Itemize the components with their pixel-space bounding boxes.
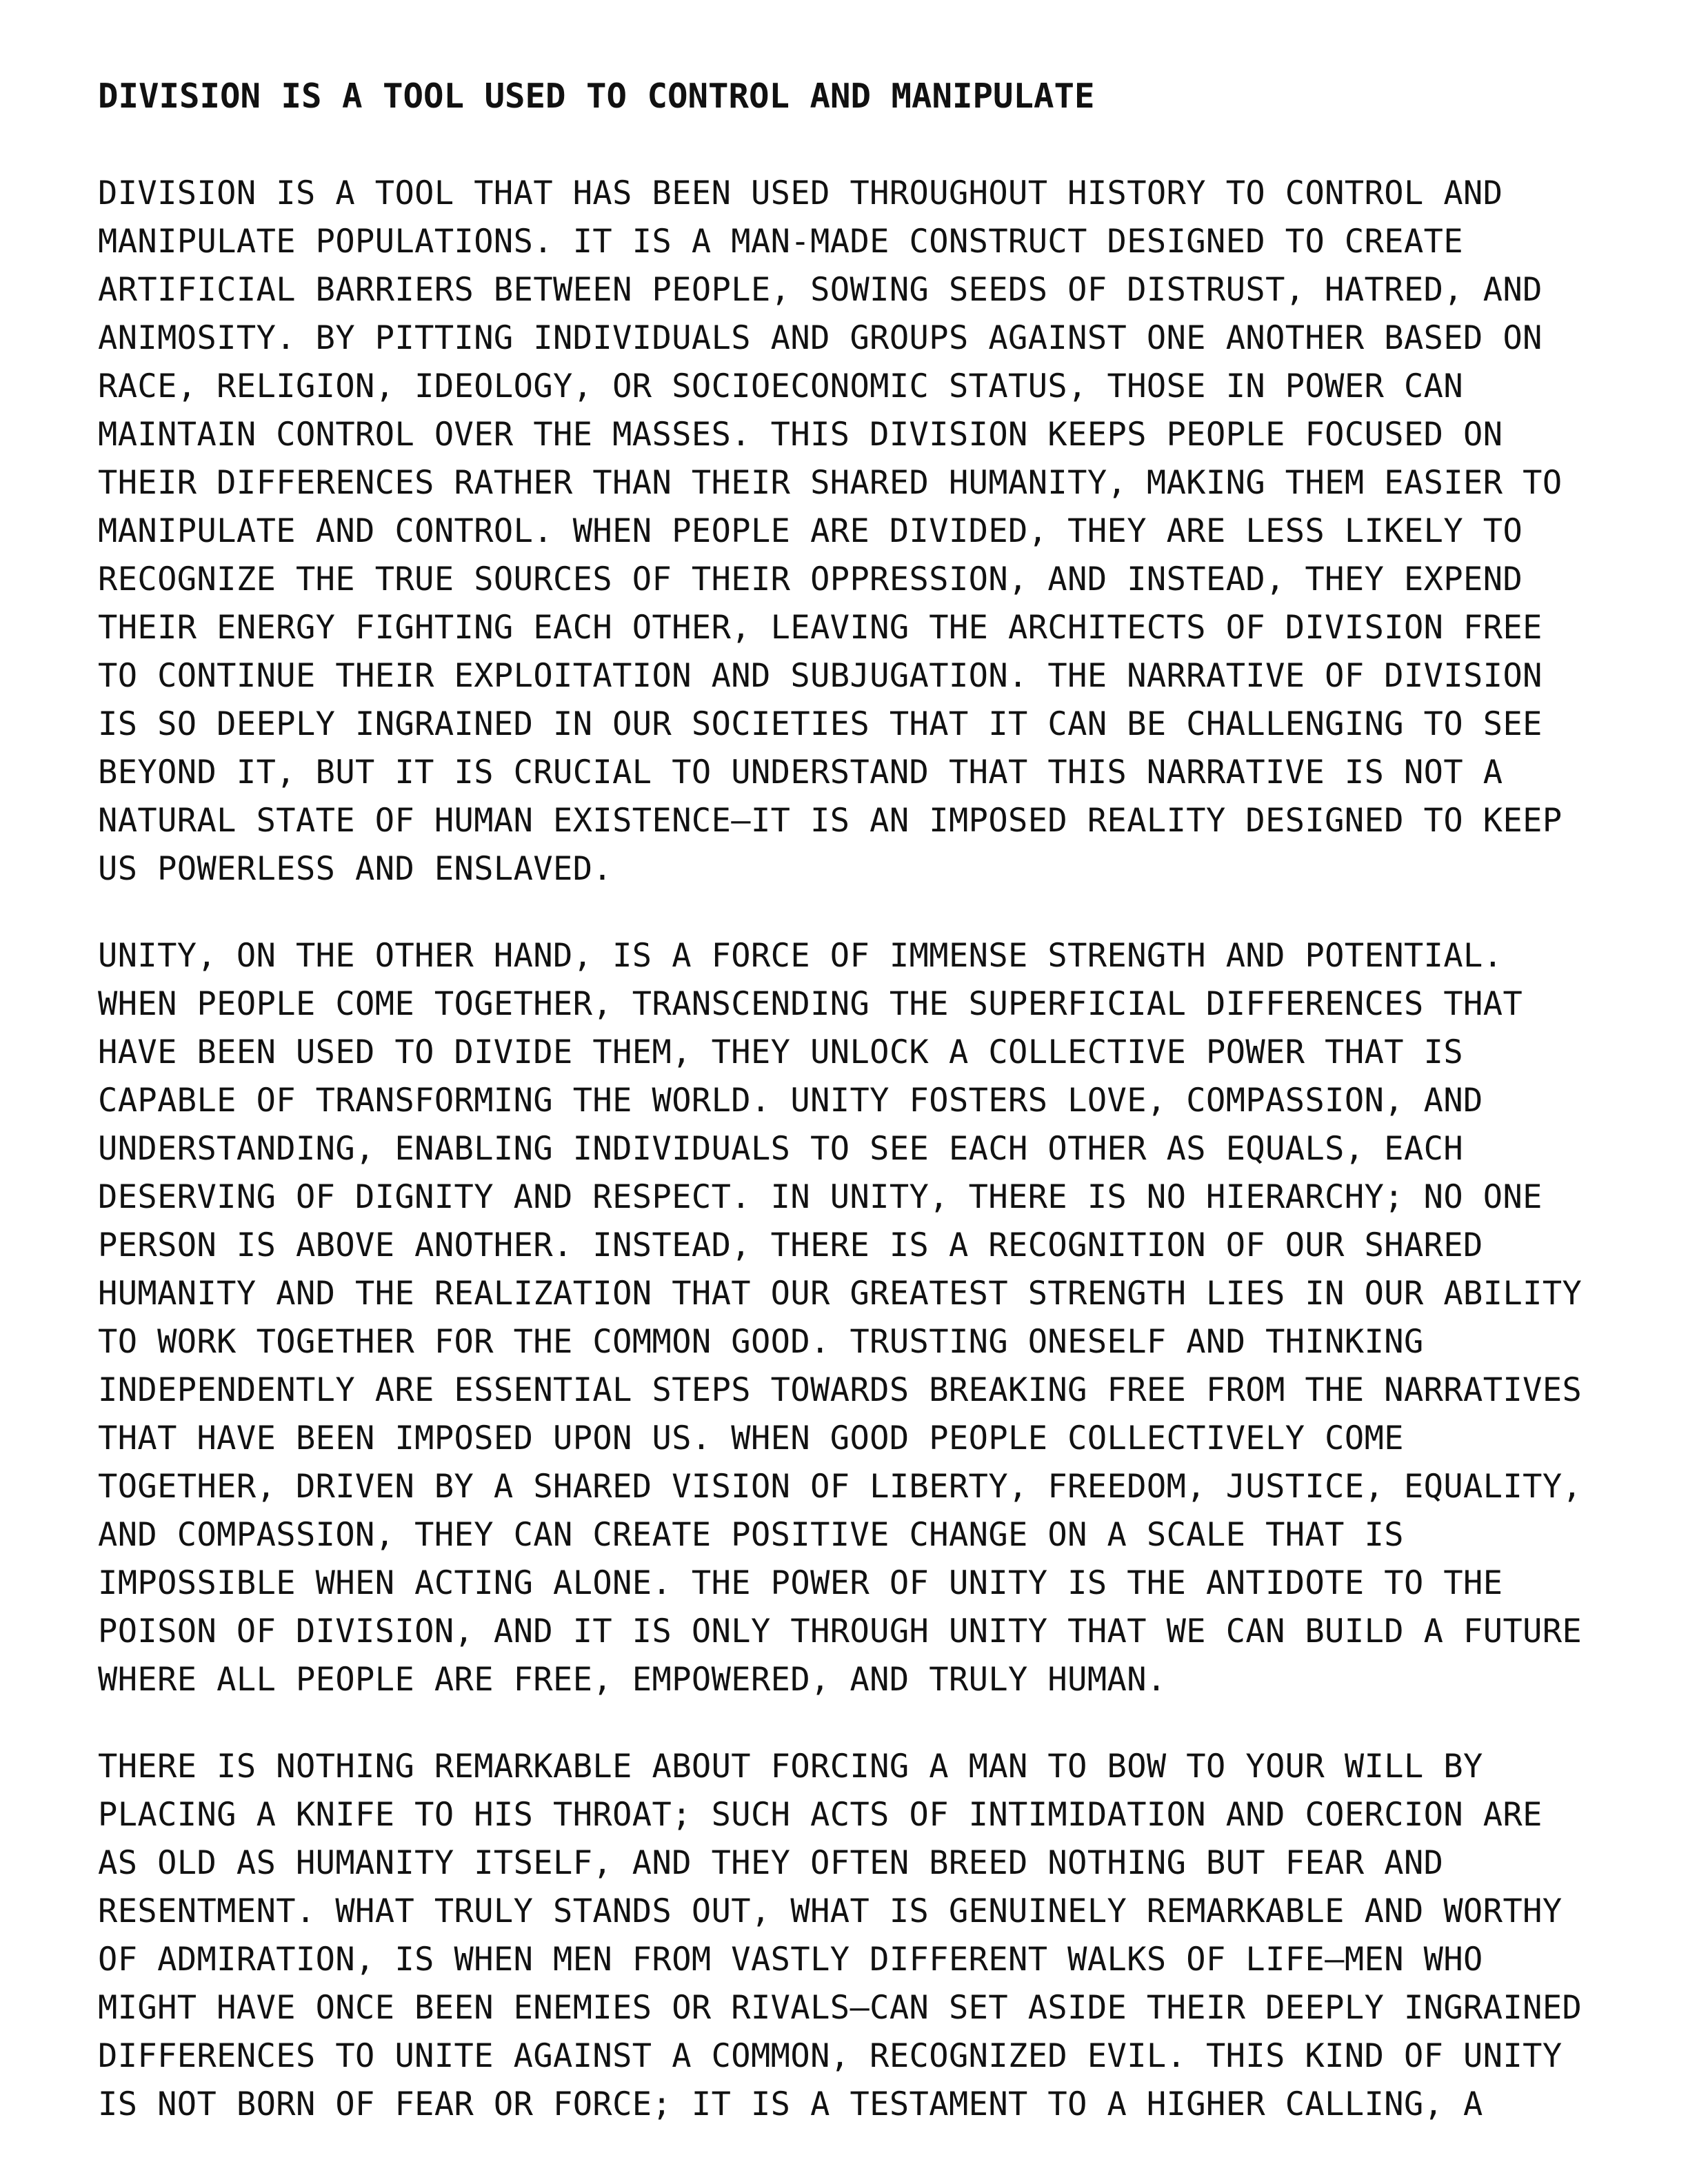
paragraph-remarkable [98,1743,1582,2129]
text-line: MANIPULATE AND CONTROL. WHEN PEOPLE ARE DIVIDED, THEY ARE LESS LIKELY TO [98,512,1523,550]
text-line: OF ADMIRATION, IS WHEN MEN FROM VASTLY DIFFERENT WALKS OF LIFE—MEN WHO [98,1941,1483,1979]
text-line: TO CONTINUE THEIR EXPLOITATION AND SUBJUGATION. THE NARRATIVE OF DIVISION [98,657,1543,695]
text-line: RECOGNIZE THE TRUE SOURCES OF THEIR OPPRESSION, AND INSTEAD, THEY EXPEND [98,560,1523,598]
text-line: INDEPENDENTLY ARE ESSENTIAL STEPS TOWARDS BREAKING FREE FROM THE NARRATIVES [98,1371,1582,1409]
text-line: AND COMPASSION, THEY CAN CREATE POSITIVE CHANGE ON A SCALE THAT IS [98,1516,1404,1554]
text-line: MIGHT HAVE ONCE BEEN ENEMIES OR RIVALS—CAN SET ASIDE THEIR DEEPLY INGRAINED [98,1989,1582,2027]
text-line: PERSON IS ABOVE ANOTHER. INSTEAD, THERE IS A RECOGNITION OF OUR SHARED [98,1226,1483,1264]
text-line: RACE, RELIGION, IDEOLOGY, OR SOCIOECONOMIC STATUS, THOSE IN POWER CAN [98,367,1464,405]
text-line: DIVISION IS A TOOL THAT HAS BEEN USED THROUGHOUT HISTORY TO CONTROL AND [98,174,1503,212]
text-line: WHEN PEOPLE COME TOGETHER, TRANSCENDING THE SUPERFICIAL DIFFERENCES THAT [98,985,1523,1023]
text-line: THAT HAVE BEEN IMPOSED UPON US. WHEN GOOD PEOPLE COLLECTIVELY COME [98,1419,1404,1457]
paragraph-unity [98,932,1582,1704]
text-line: MANIPULATE POPULATIONS. IT IS A MAN-MADE CONSTRUCT DESIGNED TO CREATE [98,223,1464,261]
text-line: BEYOND IT, BUT IT IS CRUCIAL TO UNDERSTAND THAT THIS NARRATIVE IS NOT A [98,754,1503,791]
text-line: IS NOT BORN OF FEAR OR FORCE; IT IS A TESTAMENT TO A HIGHER CALLING, A [98,2085,1483,2123]
text-line: IS SO DEEPLY INGRAINED IN OUR SOCIETIES THAT IT CAN BE CHALLENGING TO SEE [98,705,1543,743]
text-line: NATURAL STATE OF HUMAN EXISTENCE—IT IS AN IMPOSED REALITY DESIGNED TO KEEP [98,802,1563,840]
text-line: WHERE ALL PEOPLE ARE FREE, EMPOWERED, AND TRULY HUMAN. [98,1661,1167,1699]
text-line: PLACING A KNIFE TO HIS THROAT; SUCH ACTS OF INTIMIDATION AND COERCION ARE [98,1796,1543,1834]
text-line: MAINTAIN CONTROL OVER THE MASSES. THIS DIVISION KEEPS PEOPLE FOCUSED ON [98,416,1503,454]
text-line: UNDERSTANDING, ENABLING INDIVIDUALS TO SEE EACH OTHER AS EQUALS, EACH [98,1130,1464,1168]
text-line: HUMANITY AND THE REALIZATION THAT OUR GREATEST STRENGTH LIES IN OUR ABILITY [98,1275,1582,1313]
text-line: DESERVING OF DIGNITY AND RESPECT. IN UNITY, THERE IS NO HIERARCHY; NO ONE [98,1178,1543,1216]
text-line: ANIMOSITY. BY PITTING INDIVIDUALS AND GROUPS AGAINST ONE ANOTHER BASED ON [98,319,1543,357]
text-line: IMPOSSIBLE WHEN ACTING ALONE. THE POWER OF UNITY IS THE ANTIDOTE TO THE [98,1564,1503,1602]
paragraph-division [98,170,1563,893]
text-line: RESENTMENT. WHAT TRULY STANDS OUT, WHAT IS GENUINELY REMARKABLE AND WORTHY [98,1892,1563,1930]
text-line: THEIR ENERGY FIGHTING EACH OTHER, LEAVING THE ARCHITECTS OF DIVISION FREE [98,609,1543,647]
text-line: TO WORK TOGETHER FOR THE COMMON GOOD. TRUSTING ONESELF AND THINKING [98,1323,1424,1361]
text-line: ARTIFICIAL BARRIERS BETWEEN PEOPLE, SOWING SEEDS OF DISTRUST, HATRED, AND [98,271,1543,309]
text-line: UNITY, ON THE OTHER HAND, IS A FORCE OF IMMENSE STRENGTH AND POTENTIAL. [98,937,1503,975]
text-line: CAPABLE OF TRANSFORMING THE WORLD. UNITY FOSTERS LOVE, COMPASSION, AND [98,1082,1483,1120]
text-line: US POWERLESS AND ENSLAVED. [98,850,613,888]
text-line: THEIR DIFFERENCES RATHER THAN THEIR SHARED HUMANITY, MAKING THEM EASIER TO [98,464,1563,502]
text-line: THERE IS NOTHING REMARKABLE ABOUT FORCING A MAN TO BOW TO YOUR WILL BY [98,1748,1483,1786]
text-line: DIFFERENCES TO UNITE AGAINST A COMMON, RECOGNIZED EVIL. THIS KIND OF UNITY [98,2037,1563,2075]
text-line: POISON OF DIVISION, AND IT IS ONLY THROUGH UNITY THAT WE CAN BUILD A FUTURE [98,1612,1582,1650]
document-title: DIVISION IS A TOOL USED TO CONTROL AND MANIPULATE [98,77,1095,116]
text-line: AS OLD AS HUMANITY ITSELF, AND THEY OFTEN BREED NOTHING BUT FEAR AND [98,1844,1444,1882]
text-line: HAVE BEEN USED TO DIVIDE THEM, THEY UNLOCK A COLLECTIVE POWER THAT IS [98,1033,1464,1071]
text-line: TOGETHER, DRIVEN BY A SHARED VISION OF LIBERTY, FREEDOM, JUSTICE, EQUALITY, [98,1468,1582,1506]
